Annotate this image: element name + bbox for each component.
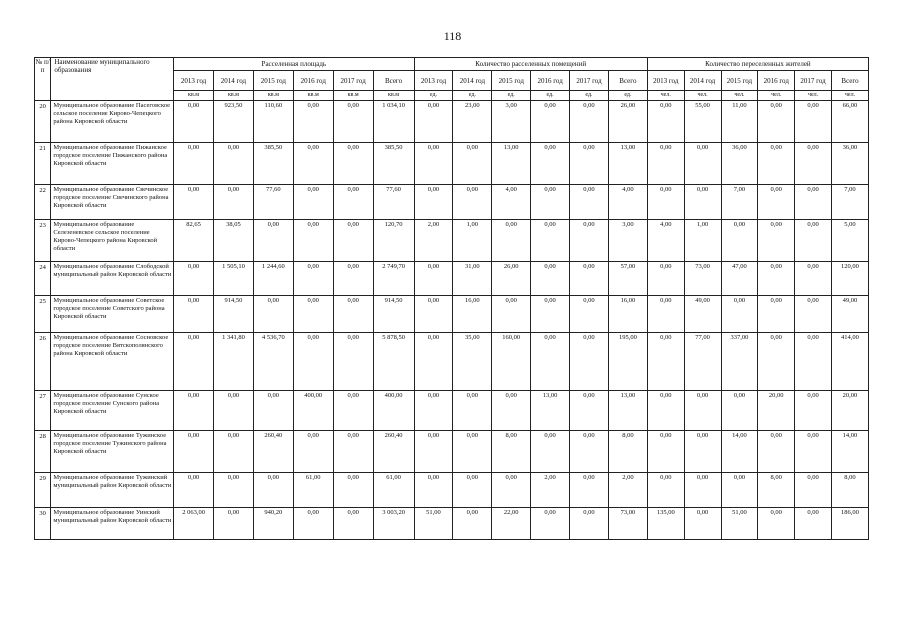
area-value-4: 0,00 bbox=[333, 185, 373, 220]
residents-value-0: 4,00 bbox=[647, 220, 684, 262]
unit-header-residents-3: чел. bbox=[758, 91, 795, 101]
residents-value-1: 1,00 bbox=[684, 220, 721, 262]
row-number: 25 bbox=[35, 296, 51, 333]
residents-value-0: 135,00 bbox=[647, 508, 684, 540]
rooms-value-2: 0,00 bbox=[492, 296, 531, 333]
rooms-value-1: 0,00 bbox=[453, 391, 492, 431]
rooms-value-3: 0,00 bbox=[531, 431, 570, 473]
rooms-value-2: 0,00 bbox=[492, 220, 531, 262]
table-body bbox=[35, 101, 869, 540]
area-value-2: 0,00 bbox=[253, 473, 293, 508]
rooms-value-5: 3,00 bbox=[608, 220, 647, 262]
area-value-4: 0,00 bbox=[333, 333, 373, 391]
area-value-2: 940,20 bbox=[253, 508, 293, 540]
area-value-0: 0,00 bbox=[174, 473, 214, 508]
rooms-value-5: 57,00 bbox=[608, 262, 647, 296]
residents-value-2: 0,00 bbox=[721, 296, 758, 333]
rooms-value-1: 0,00 bbox=[453, 508, 492, 540]
rooms-value-0: 0,00 bbox=[414, 296, 453, 333]
year-header-area-5: Всего bbox=[373, 71, 414, 91]
unit-header-residents-2: чел. bbox=[721, 91, 758, 101]
rooms-value-5: 73,00 bbox=[608, 508, 647, 540]
resettlement-table bbox=[34, 57, 869, 540]
rooms-value-0: 51,00 bbox=[414, 508, 453, 540]
residents-value-1: 49,00 bbox=[684, 296, 721, 333]
table-row bbox=[35, 185, 869, 220]
unit-header-area-0: кв.м bbox=[174, 91, 214, 101]
rooms-value-5: 26,00 bbox=[608, 101, 647, 143]
row-number: 27 bbox=[35, 391, 51, 431]
rooms-value-4: 0,00 bbox=[570, 391, 609, 431]
rooms-value-0: 0,00 bbox=[414, 143, 453, 185]
area-value-5: 2 749,70 bbox=[373, 262, 414, 296]
header-group-rooms: Количество расселенных помещений bbox=[414, 58, 647, 71]
year-header-rooms-1: 2014 год bbox=[453, 71, 492, 91]
residents-value-5: 14,00 bbox=[831, 431, 868, 473]
area-value-3: 0,00 bbox=[293, 431, 333, 473]
table-row bbox=[35, 508, 869, 540]
residents-value-4: 0,00 bbox=[795, 391, 832, 431]
area-value-3: 400,00 bbox=[293, 391, 333, 431]
residents-value-2: 47,00 bbox=[721, 262, 758, 296]
residents-value-4: 0,00 bbox=[795, 185, 832, 220]
area-value-2: 77,60 bbox=[253, 185, 293, 220]
rooms-value-5: 8,00 bbox=[608, 431, 647, 473]
residents-value-0: 0,00 bbox=[647, 391, 684, 431]
year-header-rooms-2: 2015 год bbox=[492, 71, 531, 91]
rooms-value-2: 160,00 bbox=[492, 333, 531, 391]
unit-header-residents-4: чел. bbox=[795, 91, 832, 101]
year-header-residents-4: 2017 год bbox=[795, 71, 832, 91]
rooms-value-0: 0,00 bbox=[414, 431, 453, 473]
unit-header-area-3: кв.м bbox=[293, 91, 333, 101]
area-value-2: 0,00 bbox=[253, 391, 293, 431]
area-value-5: 1 034,10 bbox=[373, 101, 414, 143]
unit-header-rooms-4: ед. bbox=[570, 91, 609, 101]
area-value-2: 110,60 bbox=[253, 101, 293, 143]
rooms-value-4: 0,00 bbox=[570, 185, 609, 220]
row-number: 29 bbox=[35, 473, 51, 508]
area-value-1: 0,00 bbox=[214, 391, 254, 431]
unit-header-residents-0: чел. bbox=[647, 91, 684, 101]
area-value-3: 0,00 bbox=[293, 220, 333, 262]
municipality-name: Муниципальное образование Сосновское городское поселение Вятскополянского района Кировской области bbox=[51, 333, 174, 391]
header-name: Наименование муниципального образования bbox=[51, 58, 174, 101]
rooms-value-1: 0,00 bbox=[453, 185, 492, 220]
residents-value-3: 0,00 bbox=[758, 508, 795, 540]
rooms-value-4: 0,00 bbox=[570, 220, 609, 262]
residents-value-2: 337,00 bbox=[721, 333, 758, 391]
residents-value-5: 20,00 bbox=[831, 391, 868, 431]
rooms-value-3: 0,00 bbox=[531, 185, 570, 220]
rooms-value-1: 1,00 bbox=[453, 220, 492, 262]
area-value-0: 0,00 bbox=[174, 391, 214, 431]
rooms-value-0: 2,00 bbox=[414, 220, 453, 262]
rooms-value-1: 23,00 bbox=[453, 101, 492, 143]
row-number: 21 bbox=[35, 143, 51, 185]
rooms-value-2: 8,00 bbox=[492, 431, 531, 473]
table-row bbox=[35, 296, 869, 333]
area-value-5: 400,00 bbox=[373, 391, 414, 431]
area-value-0: 0,00 bbox=[174, 333, 214, 391]
rooms-value-0: 0,00 bbox=[414, 185, 453, 220]
header-group-area: Расселенная площадь bbox=[174, 58, 414, 71]
rooms-value-3: 0,00 bbox=[531, 333, 570, 391]
residents-value-4: 0,00 bbox=[795, 508, 832, 540]
rooms-value-2: 13,00 bbox=[492, 143, 531, 185]
rooms-value-0: 0,00 bbox=[414, 473, 453, 508]
area-value-1: 914,50 bbox=[214, 296, 254, 333]
municipality-name: Муниципальное образование Сунское городское поселение Сунского района Кировской области bbox=[51, 391, 174, 431]
row-number: 30 bbox=[35, 508, 51, 540]
rooms-value-5: 13,00 bbox=[608, 143, 647, 185]
municipality-name: Муниципальное образование Свечинское городское поселение Свечинского района Кировской области bbox=[51, 185, 174, 220]
row-number: 28 bbox=[35, 431, 51, 473]
area-value-0: 0,00 bbox=[174, 101, 214, 143]
rooms-value-4: 0,00 bbox=[570, 508, 609, 540]
area-value-4: 0,00 bbox=[333, 143, 373, 185]
residents-value-3: 20,00 bbox=[758, 391, 795, 431]
year-header-residents-5: Всего bbox=[831, 71, 868, 91]
residents-value-2: 7,00 bbox=[721, 185, 758, 220]
area-value-0: 0,00 bbox=[174, 431, 214, 473]
rooms-value-0: 0,00 bbox=[414, 333, 453, 391]
rooms-value-4: 0,00 bbox=[570, 431, 609, 473]
unit-header-residents-1: чел. bbox=[684, 91, 721, 101]
rooms-value-0: 0,00 bbox=[414, 262, 453, 296]
rooms-value-3: 0,00 bbox=[531, 220, 570, 262]
rooms-value-1: 16,00 bbox=[453, 296, 492, 333]
residents-value-0: 0,00 bbox=[647, 185, 684, 220]
year-header-area-3: 2016 год bbox=[293, 71, 333, 91]
residents-value-5: 49,00 bbox=[831, 296, 868, 333]
rooms-value-5: 195,00 bbox=[608, 333, 647, 391]
rooms-value-2: 26,00 bbox=[492, 262, 531, 296]
row-number: 24 bbox=[35, 262, 51, 296]
year-header-residents-2: 2015 год bbox=[721, 71, 758, 91]
residents-value-2: 0,00 bbox=[721, 220, 758, 262]
area-value-0: 0,00 bbox=[174, 262, 214, 296]
area-value-1: 0,00 bbox=[214, 508, 254, 540]
year-header-area-1: 2014 год bbox=[214, 71, 254, 91]
rooms-value-1: 0,00 bbox=[453, 473, 492, 508]
residents-value-1: 0,00 bbox=[684, 508, 721, 540]
area-value-1: 0,00 bbox=[214, 431, 254, 473]
residents-value-2: 14,00 bbox=[721, 431, 758, 473]
rooms-value-3: 13,00 bbox=[531, 391, 570, 431]
area-value-0: 0,00 bbox=[174, 143, 214, 185]
residents-value-5: 8,00 bbox=[831, 473, 868, 508]
area-value-2: 0,00 bbox=[253, 220, 293, 262]
rooms-value-2: 4,00 bbox=[492, 185, 531, 220]
residents-value-3: 0,00 bbox=[758, 220, 795, 262]
residents-value-0: 0,00 bbox=[647, 262, 684, 296]
municipality-name: Муниципальное образование Пижанское городское поселение Пижанского района Кировской области bbox=[51, 143, 174, 185]
area-value-5: 61,00 bbox=[373, 473, 414, 508]
residents-value-0: 0,00 bbox=[647, 143, 684, 185]
unit-header-area-1: кв.м bbox=[214, 91, 254, 101]
residents-value-4: 0,00 bbox=[795, 220, 832, 262]
residents-value-4: 0,00 bbox=[795, 473, 832, 508]
area-value-0: 0,00 bbox=[174, 185, 214, 220]
year-header-residents-3: 2016 год bbox=[758, 71, 795, 91]
area-value-1: 923,50 bbox=[214, 101, 254, 143]
residents-value-4: 0,00 bbox=[795, 101, 832, 143]
municipality-name: Муниципальное образование Тужинское городское поселение Тужинского района Кировской области bbox=[51, 431, 174, 473]
rooms-value-5: 2,00 bbox=[608, 473, 647, 508]
rooms-value-4: 0,00 bbox=[570, 143, 609, 185]
residents-value-1: 55,00 bbox=[684, 101, 721, 143]
area-value-4: 0,00 bbox=[333, 262, 373, 296]
area-value-5: 120,70 bbox=[373, 220, 414, 262]
area-value-2: 385,50 bbox=[253, 143, 293, 185]
residents-value-3: 0,00 bbox=[758, 185, 795, 220]
residents-value-4: 0,00 bbox=[795, 333, 832, 391]
unit-header-area-5: кв.м bbox=[373, 91, 414, 101]
rooms-value-4: 0,00 bbox=[570, 296, 609, 333]
rooms-value-3: 0,00 bbox=[531, 143, 570, 185]
rooms-value-3: 2,00 bbox=[531, 473, 570, 508]
area-value-3: 0,00 bbox=[293, 143, 333, 185]
area-value-3: 0,00 bbox=[293, 333, 333, 391]
residents-value-3: 0,00 bbox=[758, 262, 795, 296]
table-row bbox=[35, 431, 869, 473]
residents-value-5: 120,00 bbox=[831, 262, 868, 296]
residents-value-5: 66,00 bbox=[831, 101, 868, 143]
municipality-name: Муниципальное образование Уинский муниципальный район Кировской области bbox=[51, 508, 174, 540]
residents-value-0: 0,00 bbox=[647, 101, 684, 143]
row-number: 26 bbox=[35, 333, 51, 391]
rooms-value-4: 0,00 bbox=[570, 473, 609, 508]
residents-value-3: 0,00 bbox=[758, 143, 795, 185]
area-value-3: 0,00 bbox=[293, 185, 333, 220]
rooms-value-2: 0,00 bbox=[492, 391, 531, 431]
residents-value-4: 0,00 bbox=[795, 431, 832, 473]
residents-value-5: 5,00 bbox=[831, 220, 868, 262]
residents-value-1: 0,00 bbox=[684, 185, 721, 220]
rooms-value-3: 0,00 bbox=[531, 508, 570, 540]
residents-value-5: 186,00 bbox=[831, 508, 868, 540]
residents-value-5: 7,00 bbox=[831, 185, 868, 220]
header-num: № п/п bbox=[35, 58, 51, 101]
rooms-value-5: 4,00 bbox=[608, 185, 647, 220]
area-value-4: 0,00 bbox=[333, 473, 373, 508]
year-header-rooms-4: 2017 год bbox=[570, 71, 609, 91]
rooms-value-5: 16,00 bbox=[608, 296, 647, 333]
rooms-value-2: 22,00 bbox=[492, 508, 531, 540]
unit-header-rooms-1: ед. bbox=[453, 91, 492, 101]
area-value-0: 2 063,00 bbox=[174, 508, 214, 540]
residents-value-0: 0,00 bbox=[647, 296, 684, 333]
residents-value-1: 0,00 bbox=[684, 431, 721, 473]
rooms-value-1: 0,00 bbox=[453, 431, 492, 473]
residents-value-2: 51,00 bbox=[721, 508, 758, 540]
header-group-residents: Количество переселенных жителей bbox=[647, 58, 868, 71]
area-value-5: 3 003,20 bbox=[373, 508, 414, 540]
municipality-name: Муниципальное образование Советское городское поселение Советского района Кировской области bbox=[51, 296, 174, 333]
area-value-4: 0,00 bbox=[333, 508, 373, 540]
residents-value-1: 73,00 bbox=[684, 262, 721, 296]
residents-value-2: 11,00 bbox=[721, 101, 758, 143]
unit-header-rooms-3: ед. bbox=[531, 91, 570, 101]
residents-value-3: 0,00 bbox=[758, 333, 795, 391]
area-value-4: 0,00 bbox=[333, 391, 373, 431]
unit-header-area-2: кв.м bbox=[253, 91, 293, 101]
rooms-value-0: 0,00 bbox=[414, 101, 453, 143]
residents-value-1: 0,00 bbox=[684, 473, 721, 508]
residents-value-4: 0,00 bbox=[795, 262, 832, 296]
area-value-4: 0,00 bbox=[333, 431, 373, 473]
area-value-3: 0,00 bbox=[293, 262, 333, 296]
area-value-4: 0,00 bbox=[333, 296, 373, 333]
row-number: 23 bbox=[35, 220, 51, 262]
rooms-value-4: 0,00 bbox=[570, 333, 609, 391]
table-row bbox=[35, 220, 869, 262]
unit-header-rooms-0: ед. bbox=[414, 91, 453, 101]
rooms-value-1: 0,00 bbox=[453, 143, 492, 185]
year-header-rooms-3: 2016 год bbox=[531, 71, 570, 91]
residents-value-4: 0,00 bbox=[795, 143, 832, 185]
area-value-5: 5 878,50 bbox=[373, 333, 414, 391]
rooms-value-2: 0,00 bbox=[492, 473, 531, 508]
area-value-2: 4 536,70 bbox=[253, 333, 293, 391]
area-value-2: 1 244,60 bbox=[253, 262, 293, 296]
residents-value-0: 0,00 bbox=[647, 333, 684, 391]
area-value-3: 0,00 bbox=[293, 508, 333, 540]
area-value-5: 914,50 bbox=[373, 296, 414, 333]
rooms-value-4: 0,00 bbox=[570, 101, 609, 143]
year-header-rooms-0: 2013 год bbox=[414, 71, 453, 91]
rooms-value-4: 0,00 bbox=[570, 262, 609, 296]
residents-value-4: 0,00 bbox=[795, 296, 832, 333]
area-value-2: 0,00 bbox=[253, 296, 293, 333]
municipality-name: Муниципальное образование Селезеневское сельское поселение Кирово-Чепецкого района Кировской области bbox=[51, 220, 174, 262]
area-value-2: 260,40 bbox=[253, 431, 293, 473]
area-value-3: 0,00 bbox=[293, 101, 333, 143]
municipality-name: Муниципальное образование Слободской муниципальный район Кировской области bbox=[51, 262, 174, 296]
unit-header-rooms-2: ед. bbox=[492, 91, 531, 101]
area-value-4: 0,00 bbox=[333, 101, 373, 143]
rooms-value-3: 0,00 bbox=[531, 262, 570, 296]
residents-value-2: 0,00 bbox=[721, 473, 758, 508]
table-row bbox=[35, 473, 869, 508]
municipality-name: Муниципальное образование Пасеговское сельское поселение Кирово-Чепецкого района Кировской области bbox=[51, 101, 174, 143]
year-header-area-2: 2015 год bbox=[253, 71, 293, 91]
area-value-5: 77,60 bbox=[373, 185, 414, 220]
rooms-value-2: 3,00 bbox=[492, 101, 531, 143]
area-value-3: 0,00 bbox=[293, 296, 333, 333]
residents-value-1: 77,00 bbox=[684, 333, 721, 391]
table-row bbox=[35, 262, 869, 296]
area-value-0: 82,65 bbox=[174, 220, 214, 262]
rooms-value-0: 0,00 bbox=[414, 391, 453, 431]
rooms-value-1: 31,00 bbox=[453, 262, 492, 296]
year-header-rooms-5: Всего bbox=[608, 71, 647, 91]
municipality-name: Муниципальное образование Тужинский муниципальный район Кировской области bbox=[51, 473, 174, 508]
year-header-area-4: 2017 год bbox=[333, 71, 373, 91]
residents-value-1: 0,00 bbox=[684, 143, 721, 185]
year-header-residents-1: 2014 год bbox=[684, 71, 721, 91]
area-value-5: 260,40 bbox=[373, 431, 414, 473]
residents-value-3: 0,00 bbox=[758, 431, 795, 473]
residents-value-2: 0,00 bbox=[721, 391, 758, 431]
area-value-1: 0,00 bbox=[214, 143, 254, 185]
residents-value-0: 0,00 bbox=[647, 473, 684, 508]
table-row bbox=[35, 101, 869, 143]
year-header-residents-0: 2013 год bbox=[647, 71, 684, 91]
area-value-5: 385,50 bbox=[373, 143, 414, 185]
rooms-value-5: 13,00 bbox=[608, 391, 647, 431]
table-row bbox=[35, 333, 869, 391]
page-number: 118 bbox=[443, 29, 462, 43]
residents-value-1: 0,00 bbox=[684, 391, 721, 431]
area-value-3: 61,00 bbox=[293, 473, 333, 508]
area-value-1: 1 341,80 bbox=[214, 333, 254, 391]
table-row bbox=[35, 391, 869, 431]
row-number: 22 bbox=[35, 185, 51, 220]
year-header-area-0: 2013 год bbox=[174, 71, 214, 91]
area-value-1: 38,05 bbox=[214, 220, 254, 262]
residents-value-5: 36,00 bbox=[831, 143, 868, 185]
area-value-1: 1 505,10 bbox=[214, 262, 254, 296]
unit-header-area-4: кв.м bbox=[333, 91, 373, 101]
rooms-value-1: 35,00 bbox=[453, 333, 492, 391]
row-number: 20 bbox=[35, 101, 51, 143]
residents-value-0: 0,00 bbox=[647, 431, 684, 473]
area-value-1: 0,00 bbox=[214, 185, 254, 220]
unit-header-rooms-5: ед. bbox=[608, 91, 647, 101]
unit-header-residents-5: чел. bbox=[831, 91, 868, 101]
area-value-0: 0,00 bbox=[174, 296, 214, 333]
residents-value-3: 0,00 bbox=[758, 101, 795, 143]
residents-value-2: 36,00 bbox=[721, 143, 758, 185]
rooms-value-3: 0,00 bbox=[531, 101, 570, 143]
area-value-1: 0,00 bbox=[214, 473, 254, 508]
rooms-value-3: 0,00 bbox=[531, 296, 570, 333]
residents-value-3: 0,00 bbox=[758, 296, 795, 333]
residents-value-3: 8,00 bbox=[758, 473, 795, 508]
table-row bbox=[35, 143, 869, 185]
area-value-4: 0,00 bbox=[333, 220, 373, 262]
residents-value-5: 414,00 bbox=[831, 333, 868, 391]
